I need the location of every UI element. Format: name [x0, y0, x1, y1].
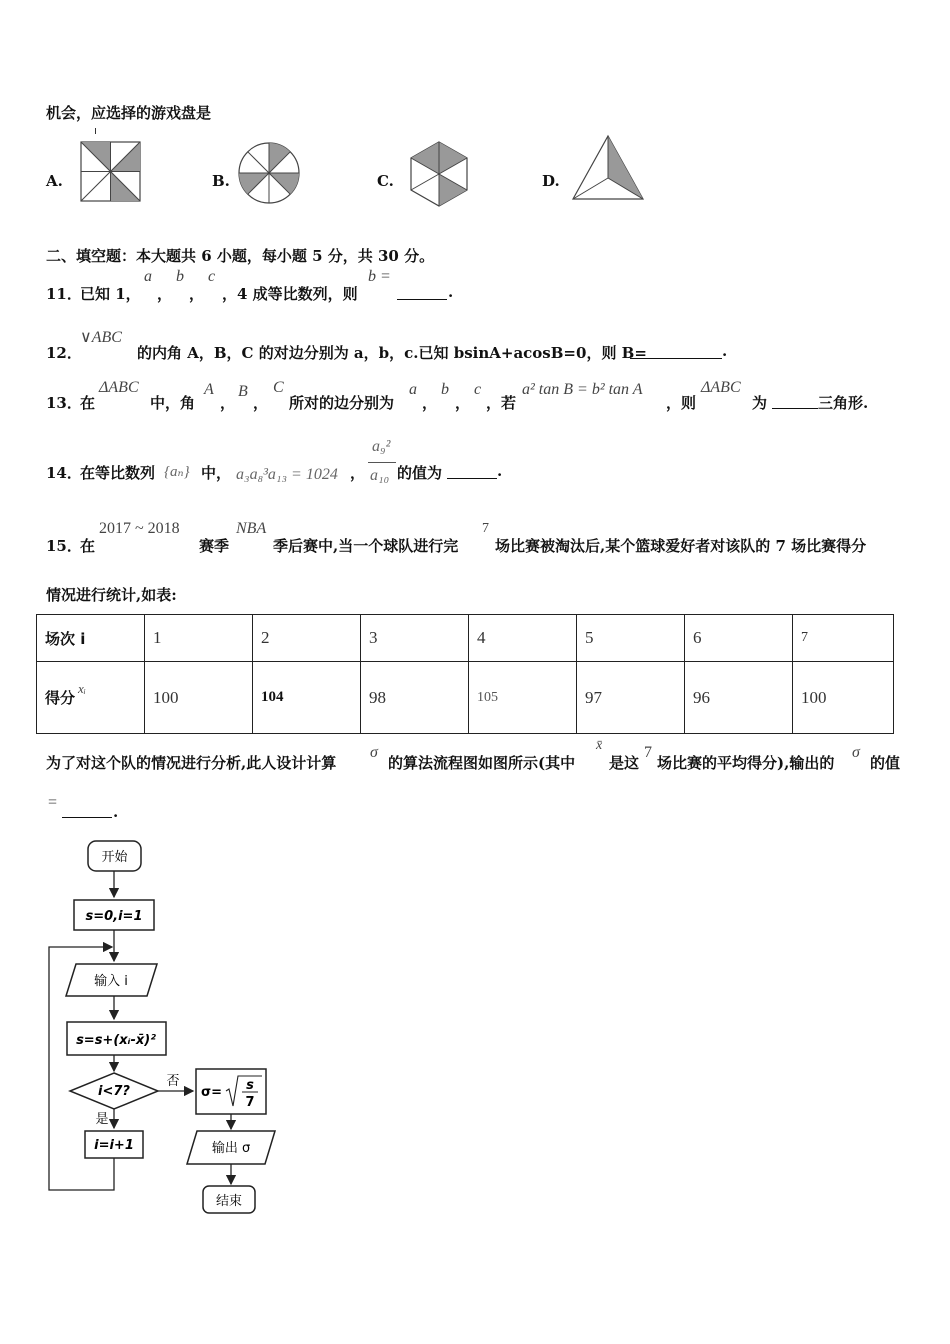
table-header-score-label: 得分 [45, 689, 76, 707]
q13-var-c: c [474, 381, 482, 398]
q13-var-b: b [441, 381, 449, 398]
flow-increment-label: i=i+1 [94, 1138, 134, 1153]
q15-answer-blank[interactable] [62, 803, 112, 818]
q14-text-4: 的值为 [397, 464, 443, 482]
hexagon-icon [408, 140, 470, 208]
q13-text-6: 为 [752, 394, 768, 412]
q14-text-3: ， [350, 464, 366, 482]
table-cell: 100 [145, 662, 253, 734]
q15-text-3: 季后赛中,当一个球队进行完 [273, 537, 459, 555]
table-cell: 7 [793, 615, 894, 662]
q11-text-1: 已知 1， [80, 285, 141, 303]
table-row [37, 662, 894, 734]
option-c-label[interactable]: C. [377, 172, 394, 190]
q15b-text-3: 是这 [609, 754, 640, 772]
q12-number: 12． [46, 344, 82, 362]
q13-answer-blank[interactable] [772, 392, 818, 409]
q12-answer-blank[interactable] [630, 342, 722, 359]
flow-yes-label: 是 [95, 1112, 109, 1127]
q12-triangle: ∨ABC [80, 329, 122, 346]
circle-sectors-icon [237, 141, 301, 205]
q15-text-2: 赛季 [199, 537, 230, 555]
q11-var-a: a [144, 268, 152, 285]
q14-sequence: {aₙ} [164, 464, 190, 480]
table-cell: 98 [361, 662, 469, 734]
table-cell: 5 [577, 615, 685, 662]
q15-nba: NBA [236, 520, 267, 537]
q13-var-A: A [204, 381, 214, 398]
q14-text-2: 中， [201, 464, 232, 482]
table-cell: 97 [577, 662, 685, 734]
q13-number: 13． [46, 394, 82, 412]
table-cell: 3 [361, 615, 469, 662]
table-row [37, 615, 894, 662]
q15b-equals: = [48, 794, 58, 811]
q15-text-1: 在 [80, 537, 96, 555]
flow-init-label: s=0,i=1 [85, 909, 143, 924]
q13-comma-1: ， [220, 394, 236, 412]
q15b-text-1: 为了对这个队的情况进行分析,此人设计计算 [46, 754, 337, 772]
flow-output-label: 输出 σ [211, 1141, 251, 1156]
flow-decision-label: i<7? [98, 1084, 130, 1099]
q13-comma-3: ， [422, 394, 438, 412]
q13-var-B: B [238, 383, 248, 400]
q11-answer-blank[interactable] [397, 283, 447, 300]
q15-seven: 7 [482, 521, 489, 536]
q13-text-3: 所对的边分别为 [289, 394, 395, 412]
q13-comma-2: ， [253, 394, 269, 412]
q13-text-7: 三角形. [818, 394, 869, 412]
table-cell: 1 [145, 615, 253, 662]
table-cell: 104 [253, 662, 361, 734]
q13-triangle-2: ΔABC [701, 379, 741, 396]
q14-end: . [497, 462, 503, 480]
flow-no-label: 否 [166, 1074, 180, 1089]
flow-sqrt-denominator: 7 [245, 1095, 255, 1110]
triangle-icon [571, 134, 645, 202]
option-b-label[interactable]: B. [212, 172, 230, 190]
algorithm-flowchart [40, 835, 300, 1225]
q13-text-5: ，则 [666, 394, 697, 412]
table-header-game: 场次 i [37, 615, 145, 662]
q13-comma-4: ， [455, 394, 471, 412]
q14-text-1: 在等比数列 [80, 464, 156, 482]
q14-number: 14． [46, 464, 82, 482]
q14-answer-blank[interactable] [447, 462, 497, 479]
q15b-text-2: 的算法流程图如图所示(其中 [388, 754, 576, 772]
q15b-text-4: 场比赛的平均得分),输出的 [657, 754, 835, 772]
table-cell: 6 [685, 615, 793, 662]
q15-text-5: 情况进行统计,如表: [46, 586, 177, 604]
q13-var-C: C [273, 379, 284, 396]
q13-text-2: 中，角 [150, 394, 196, 412]
q12-end: . [722, 342, 728, 360]
q15b-text-5: 的值 [870, 754, 901, 772]
stray-tick [95, 128, 96, 134]
q11-comma-1: ， [157, 285, 173, 303]
flow-start-label: 开始 [101, 850, 128, 865]
q14-fraction-numerator: a₉² [372, 438, 391, 455]
q11-var-c: c [208, 268, 216, 285]
option-d-label[interactable]: D. [542, 172, 560, 190]
q11-end: . [448, 283, 454, 301]
table-cell: 105 [469, 662, 577, 734]
option-a-label[interactable]: A. [46, 172, 63, 190]
flow-sigma-label: σ= [201, 1085, 223, 1100]
q15b-seven: 7 [644, 744, 652, 761]
q13-var-a: a [409, 381, 417, 398]
table-cell: 100 [793, 662, 894, 734]
table-cell: 96 [685, 662, 793, 734]
q11-number: 11． [46, 285, 82, 303]
q14-fraction-denominator: a₁₀ [370, 467, 390, 484]
q11-comma-2: ， [189, 285, 205, 303]
section-title: 二、填空题：本大题共 6 小题，每小题 5 分，共 30 分。 [46, 247, 435, 265]
q15-number: 15． [46, 537, 82, 555]
q12-text: 的内角 A，B，C 的对边分别为 a，b，c.已知 bsinA+acosB=0，则 B= [137, 344, 647, 362]
q11-text-2: ，4 成等比数列，则 [222, 285, 358, 303]
q15b-sigma: σ [370, 744, 378, 761]
table-cell: 2 [253, 615, 361, 662]
q15b-sigma-2: σ [852, 744, 860, 761]
q13-triangle: ΔABC [99, 379, 139, 396]
score-table [36, 614, 894, 734]
table-header-score-var: xᵢ [78, 681, 86, 696]
q15-years: 2017 ~ 2018 [99, 520, 180, 537]
flow-update-label: s=s+(xᵢ-x̄)² [76, 1033, 156, 1048]
flow-input-label: 输入 i [94, 974, 128, 989]
q14-product: a₃a₈³a₁₃ = 1024 [236, 466, 338, 483]
table-header-score [37, 662, 145, 734]
table-cell: 4 [469, 615, 577, 662]
flow-end-label: 结束 [215, 1194, 243, 1209]
square-pinwheel-icon [80, 141, 142, 203]
q13-text-4: ，若 [486, 394, 517, 412]
q13-text-1: 在 [80, 394, 96, 412]
q14-fraction-bar [368, 462, 396, 463]
q11-b-expr: b = [368, 268, 391, 285]
q15-text-4: 场比赛被淘汰后,某个篮球爱好者对该队的 7 场比赛得分 [495, 537, 867, 555]
q15b-end: . [113, 803, 119, 821]
flow-sqrt-numerator: s [246, 1078, 254, 1093]
q13-equation: a² tan B = b² tan A [522, 381, 643, 398]
q11-var-b: b [176, 268, 184, 285]
q15b-xbar: x̄ [596, 738, 603, 753]
intro-text: 机会，应选择的游戏盘是 [46, 104, 212, 122]
